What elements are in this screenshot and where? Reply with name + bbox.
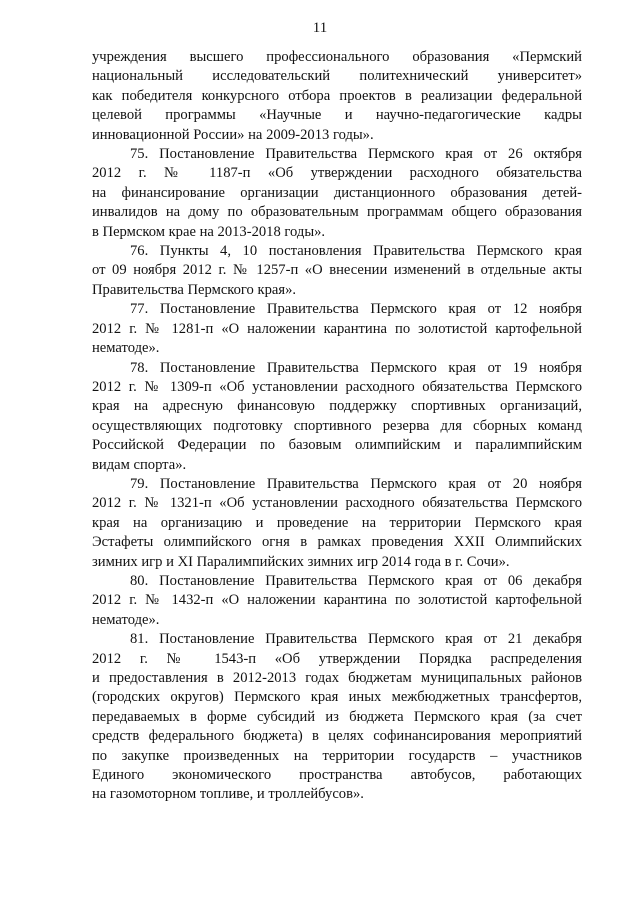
text-line: 81. Постановление Правительства Пермского края от 21 декабря [130,631,582,648]
text-line: по закупке произведенных на территории государств – участников [92,747,582,764]
paragraph-p78 [92,359,582,475]
text-line: 2012 г. № 1543-п «Об утверждении Порядка распределения [92,650,582,667]
text-line: от 09 ноября 2012 г. № 1257-п «О внесении изменений в отдельные акты [92,262,582,279]
paragraph-p81 [92,630,582,805]
text-line: Единого экономического пространства автобусов, работающих [92,767,582,784]
text-line: 77. Постановление Правительства Пермского края от 12 ноября [130,301,582,318]
page-number: 11 [312,20,328,36]
text-line: 2012 г. № 1281-п «О наложении карантина по золотистой картофельной [92,320,582,337]
text-line: целевой программы «Научные и научно-педагогические кадры [92,107,582,124]
text-line: Эстафеты олимпийского огня в рамках проведения XXII Олимпийских [92,534,582,551]
text-line: средств федерального бюджета) в целях софинансирования мероприятий [92,728,582,745]
text-line: 2012 г. № 1309-п «Об установлении расходного обязательства Пермского [92,378,582,395]
text-line: Российской Федерации по базовым олимпийским и паралимпийским [92,437,582,454]
text-line: 2012 г. № 1187-п «Об утверждении расходного обязательства [92,165,582,182]
text-line: края на организацию и проведение на территории Пермского края [92,514,582,531]
text-line: 79. Постановление Правительства Пермского края от 20 ноября [130,475,582,492]
paragraph-p80 [92,572,582,630]
paragraph-p77 [92,300,582,358]
text-line: учреждения высшего профессионального образования «Пермский [92,49,582,65]
text-line: инвалидов на дому по образовательным программам общего образования [92,204,582,221]
text-line: 80. Постановление Правительства Пермского края от 06 декабря [130,572,582,589]
text-line: передаваемых в форме субсидий из бюджета Пермского края (за счет [92,708,582,725]
paragraph-p76 [92,242,582,300]
text-line: видам спорта». [92,456,187,473]
paragraph-p79 [92,475,582,572]
text-line: 76. Пункты 4, 10 постановления Правительства Пермского края [130,243,582,260]
text-line: инновационной России» на 2009-2013 годы». [92,126,374,143]
text-line: края на адресную финансовую поддержку спортивных организаций, [92,398,582,415]
text-line: 78. Постановление Правительства Пермского края от 19 ноября [130,359,582,376]
text-line: национальный исследовательский политехнический университет» [92,68,582,85]
text-line: нематоде». [92,611,160,628]
text-line: 2012 г. № 1432-п «О наложении карантина по золотистой картофельной [92,592,582,609]
text-line: 75. Постановление Правительства Пермского края от 26 октября [130,146,582,163]
text-line: Правительства Пермского края». [92,281,297,298]
text-line: нематоде». [92,340,160,357]
text-line: на финансирование организации дистанционного образования детей- [92,184,582,201]
text-line: зимних игр и XI Паралимпийских зимних игр 2014 года в г. Сочи». [92,553,510,570]
document-body [92,48,582,805]
text-line: в Пермском крае на 2013-2018 годы». [92,223,326,240]
text-line: на газомоторном топливе, и троллейбусов». [92,786,364,803]
text-line: 2012 г. № 1321-п «Об установлении расходного обязательства Пермского [92,495,582,512]
text-line: (городских округов) Пермского края иных межбюджетных трансфертов, [92,689,582,706]
paragraph-p75 [92,145,582,242]
text-line: и предоставления в 2012-2013 годах бюджетам муниципальных районов [92,670,582,686]
paragraph-p74-cont [92,48,582,145]
text-line: осуществляющих подготовку спортивного резерва для сборных команд [92,417,582,434]
text-line: как победителя конкурсного отбора проектов в реализации федеральной [92,87,582,104]
